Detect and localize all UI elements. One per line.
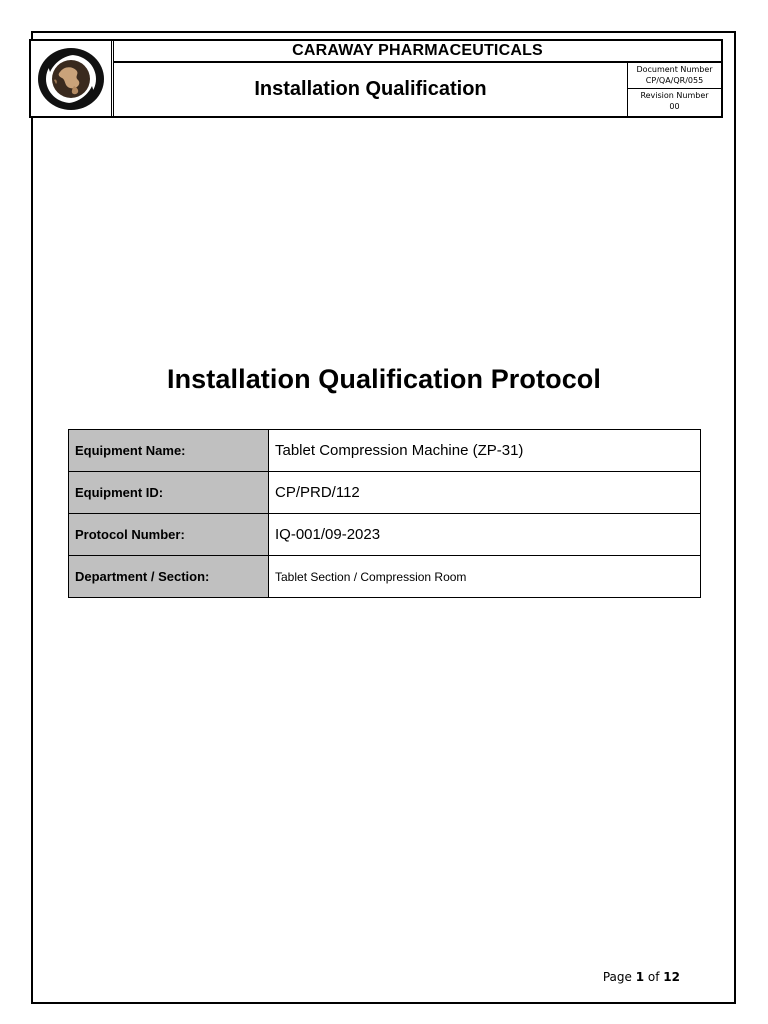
globe-logo-icon: [36, 46, 106, 112]
revision-number-label: Revision Number: [640, 91, 709, 100]
table-row: [69, 514, 701, 556]
equipment-id-label: Equipment ID:: [69, 472, 269, 514]
department-value: Tablet Section / Compression Room: [269, 556, 701, 598]
page-prefix: Page: [602, 970, 632, 984]
equipment-info-table: [68, 429, 701, 598]
page-of: of: [647, 970, 660, 984]
document-title: Installation Qualification: [254, 78, 487, 100]
equipment-name-value: Tablet Compression Machine (ZP-31): [269, 430, 701, 472]
protocol-number-value: IQ-001/09-2023: [269, 514, 701, 556]
protocol-title: Installation Qualification Protocol: [166, 364, 602, 394]
equipment-id-value: CP/PRD/112: [269, 472, 701, 514]
department-label: Department / Section:: [69, 556, 269, 598]
page-current: 1: [635, 970, 645, 984]
company-name: CARAWAY PHARMACEUTICALS: [114, 41, 721, 63]
document-header: [29, 39, 723, 118]
equipment-name-label: Equipment Name:: [69, 430, 269, 472]
document-number-label: Document Number: [636, 65, 713, 74]
page-number: [540, 970, 680, 984]
company-logo-cell: [31, 41, 114, 116]
page-total: 12: [663, 970, 680, 984]
document-number-block: [627, 63, 721, 116]
document-number-value: CP/QA/QR/055: [645, 76, 704, 85]
table-row: [69, 430, 701, 472]
protocol-number-label: Protocol Number:: [69, 514, 269, 556]
table-row: [69, 472, 701, 514]
table-row: [69, 556, 701, 598]
revision-number-value: 00: [669, 102, 680, 111]
